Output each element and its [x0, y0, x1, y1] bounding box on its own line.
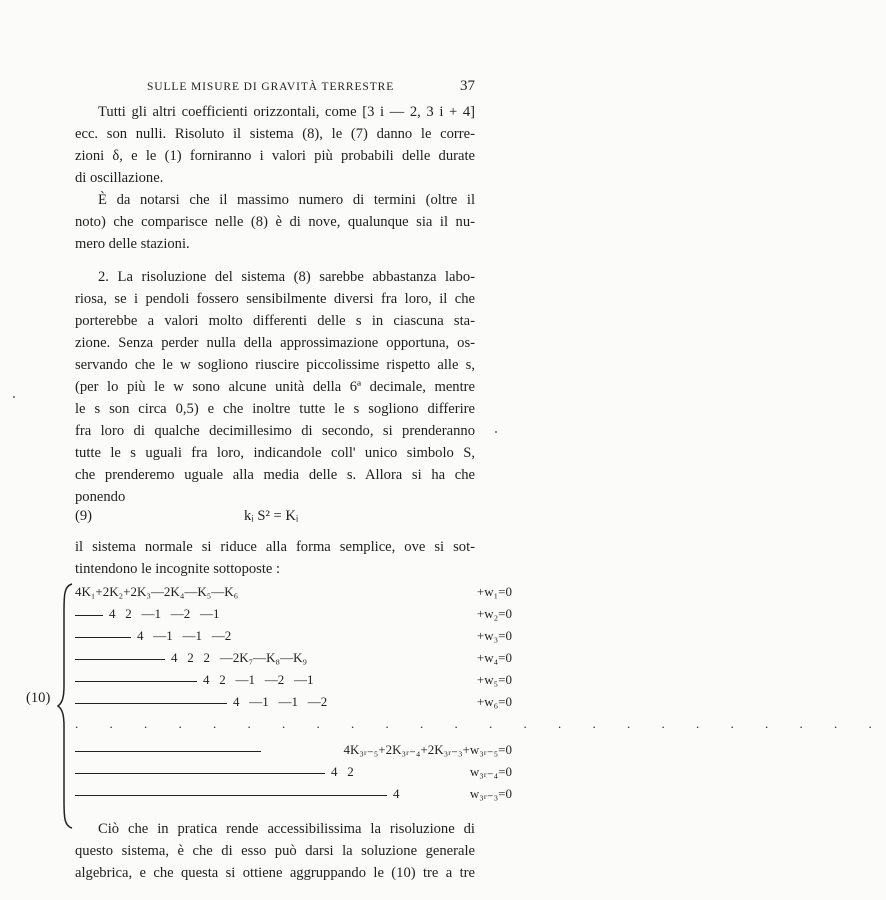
dash-rule: [75, 681, 197, 682]
left-brace-icon: [56, 582, 74, 830]
system-row: [75, 784, 512, 804]
body-line: il sistema normale si riduce alla forma semplice, ove si sot-: [75, 539, 475, 555]
system-row-rhs: w₃ᵣ₋₃=0: [469, 786, 512, 801]
system-row-rhs: 4K₃ᵣ₋₅+2K₃ᵣ₋₄+2K₃ᵣ₋₃+w₃ᵣ₋₅=0: [343, 742, 512, 757]
system-row: [75, 582, 512, 602]
body-line: È da notarsi che il massimo numero di termini (oltre il: [98, 192, 475, 208]
body-line: mero delle stazioni.: [75, 236, 190, 252]
system-row-lhs: 4 2 2 —2K₇—K₈—K₉: [171, 650, 308, 665]
body-line: (per lo più le w sono alcune unità della 6ª decimale, mentre: [75, 379, 475, 395]
body-line: Ciò che in pratica rende accessibilissima la risoluzione di: [98, 821, 475, 837]
body-line: che prenderemo uguale alla media delle s. Allora si ha che: [75, 467, 475, 483]
system-row-lhs: 4 —1 —1 —2: [137, 628, 232, 643]
system-row-rhs: +w₄=0: [476, 650, 512, 665]
body-line: ponendo: [75, 489, 126, 505]
body-line: tutte le s uguali fra loro, indicandole coll' unico simbolo S,: [75, 445, 475, 461]
body-line: le s son circa 0,5) e che inoltre tutte le s sogliono differire: [75, 401, 475, 417]
body-line: riosa, se i pendoli fossero sensibilmente diversi fra loro, il che: [75, 291, 475, 307]
dash-rule: [75, 659, 165, 660]
body-line: porterebbe a valori molto differenti delle s in ciascuna sta-: [75, 313, 475, 329]
system-row-rhs: +w₁=0: [476, 584, 512, 599]
dash-rule: [75, 773, 325, 774]
paper-speck: [495, 431, 497, 433]
system-row: [75, 762, 512, 782]
system-row-lhs: 4 2 —1 —2 —1: [203, 672, 314, 687]
equation-label: (9): [75, 508, 93, 524]
running-header: [75, 80, 475, 98]
paper-speck: [13, 396, 15, 398]
system-row: [75, 740, 512, 760]
dash-rule: [75, 751, 261, 752]
body-line: Tutti gli altri coefficienti orizzontali, come [3 i — 2, 3 i + 4]: [98, 104, 475, 120]
system-row-lhs: 4 2: [331, 764, 354, 779]
body-line: noto) che comparisce nelle (8) è di nove, qualunque sia il nu-: [75, 214, 475, 230]
equation-formula: kᵢ S² = Kᵢ: [244, 508, 299, 524]
page-number: 37: [460, 78, 475, 94]
body-line: di oscillazione.: [75, 170, 164, 186]
system-row-rhs: +w₂=0: [476, 606, 512, 621]
system-row: [75, 670, 512, 690]
body-line: fra loro di qualche decimillesimo di secondo, si prenderanno: [75, 423, 475, 439]
dash-rule: [75, 703, 227, 704]
dash-rule: [75, 615, 103, 616]
body-line: zione. Senza perder nulla della approssimazione opportuna, os-: [75, 335, 475, 351]
body-line: ecc. son nulli. Risoluto il sistema (8), le (7) danno le corre-: [75, 126, 475, 142]
body-line: servando che le w sogliono riuscire piccolissime rispetto alle s,: [75, 357, 475, 373]
system-row: [75, 692, 512, 712]
system-row-lhs: 4K₁+2K₂+2K₃—2K₄—K₅—K₆: [75, 584, 239, 599]
system-row: [75, 604, 512, 624]
body-line: algebrica, e che questa si ottiene aggruppando le (10) tre a tre: [75, 865, 475, 881]
ellipsis-row: . . . . . . . . . . . . . . . . . . . . . . . .: [75, 716, 886, 731]
system-row-rhs: +w₅=0: [476, 672, 512, 687]
dash-rule: [75, 637, 131, 638]
system-row: [75, 648, 512, 668]
body-line: 2. La risoluzione del sistema (8) sarebbe abbastanza labo-: [98, 269, 475, 285]
system-row-rhs: w₃ᵣ₋₄=0: [469, 764, 512, 779]
system-row-lhs: 4 —1 —1 —2: [233, 694, 328, 709]
body-line: tintendono le incognite sottoposte :: [75, 561, 281, 577]
system-label: (10): [26, 690, 51, 706]
system-row: [75, 626, 512, 646]
running-title: SULLE MISURE DI GRAVITÀ TERRESTRE: [147, 81, 395, 93]
system-row-lhs: 4: [393, 786, 400, 801]
body-line: questo sistema, è che di esso può darsi la soluzione generale: [75, 843, 475, 859]
dash-rule: [75, 795, 387, 796]
system-row-rhs: +w₃=0: [476, 628, 512, 643]
system-row-rhs: +w₆=0: [476, 694, 512, 709]
system-row-lhs: 4 2 —1 —2 —1: [109, 606, 220, 621]
body-line: zioni δ, e le (1) forniranno i valori più probabili delle durate: [75, 148, 475, 164]
